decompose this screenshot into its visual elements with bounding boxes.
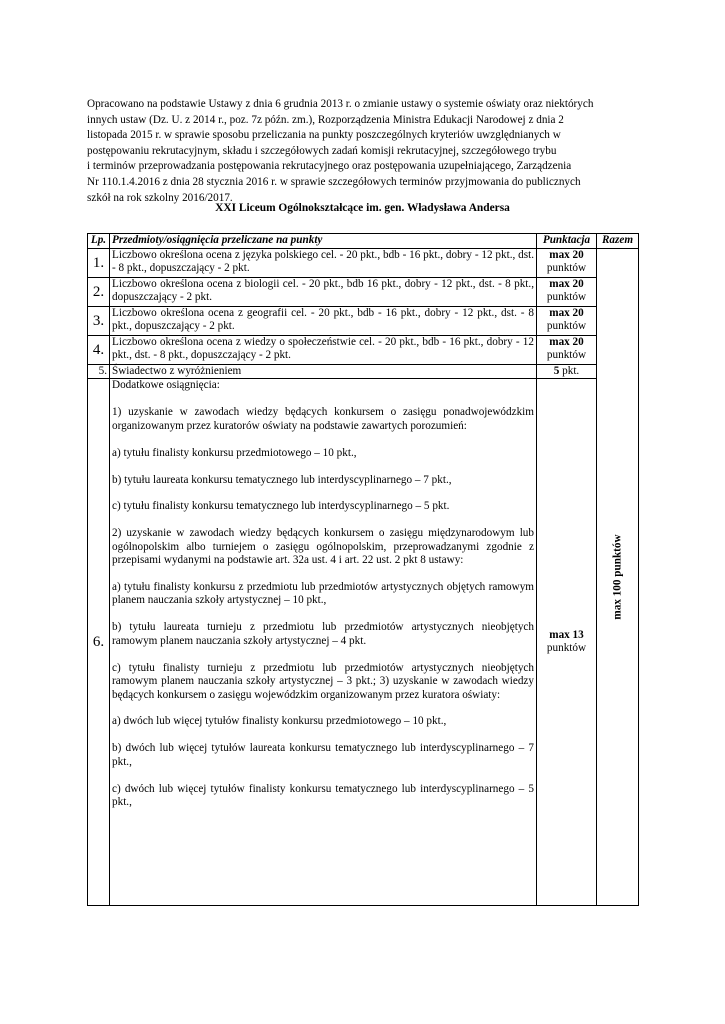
points-max: max 13	[549, 629, 584, 641]
school-title: XXI Liceum Ogólnokształcące im. gen. Władysława Andersa	[215, 202, 510, 214]
row-description: Świadectwo z wyróżnieniem	[110, 365, 537, 379]
achievement-text: b) tytułu laureata turnieju z przedmiotu lub przedmiotów artystycznych nieobjętych ramowym planem nauczania szkoły artystycznej – 4 pkt.	[112, 621, 534, 647]
table-row	[88, 379, 639, 906]
table-row	[88, 365, 639, 379]
achievement-text: 2) uzyskanie w zawodach wiedzy będących konkursem o zasięgu międzynarodowym lub ogólnopolskim albo turniejem o zasięgu ogólnopolskim, przeprowadzanymi zgodnie z przepisami wydanymi na podstawie art. 32a ust. 4 i art. 22 ust. 2 pkt 8 ustawy:	[112, 527, 534, 567]
achievement-text: Dodatkowe osiągnięcia:	[112, 379, 220, 392]
row-points	[537, 336, 597, 365]
table-row	[88, 249, 639, 278]
intro-line: innych ustaw (Dz. U. z 2014 r., poz. 7z późn. zm.), Rozporządzenia Ministra Edukacji Narodowej z dnia 2	[87, 113, 564, 126]
row-description: Liczbowo określona ocena z biologii cel. - 20 pkt., bdb 16 pkt., dobry - 12 pkt., dst. - 8 pkt., dopuszczający - 2 pkt.	[110, 278, 537, 307]
achievement-text: 1) uzyskanie w zawodach wiedzy będących konkursem o zasięgu ponadwojewódzkim organizowanym przez kuratorów oświaty na podstawie zawartych porozumień:	[112, 406, 534, 432]
total-cell	[597, 249, 639, 906]
row-number: 3.	[88, 307, 110, 336]
achievement-text: a) tytułu finalisty konkursu z przedmiotu lub przedmiotów artystycznych objętych ramowym planem nauczania szkoły artystycznej – 10 pkt.,	[112, 581, 534, 607]
achievement-text: b) tytułu laureata konkursu tematycznego lub interdyscyplinarnego – 7 pkt.,	[112, 473, 452, 486]
intro-paragraph	[87, 97, 638, 206]
points-max: 5	[553, 365, 560, 377]
intro-line: i terminów przeprowadzania postępowania rekrutacyjnego oraz postępowania uzupełniającego, Zarządzenia	[87, 160, 572, 173]
row-points	[537, 365, 597, 379]
points-unit: punktów	[546, 320, 587, 333]
row-number: 2.	[88, 278, 110, 307]
table-row	[88, 307, 639, 336]
row-points	[537, 307, 597, 336]
row-description: Liczbowo określona ocena z geografii cel. - 20 pkt., bdb - 16 pkt., dobry - 12 pkt., dst. - 8 pkt., dopuszczający - 2 pkt.	[110, 307, 537, 336]
intro-line: listopada 2015 r. w sprawie sposobu przeliczania na punkty poszczególnych kryteriów uwzględnianych w	[87, 129, 561, 142]
achievement-text: c) tytułu finalisty konkursu tematycznego lub interdyscyplinarnego – 5 pkt.	[112, 500, 450, 513]
achievement-text: c) dwóch lub więcej tytułów finalisty konkursu tematycznego lub interdyscyplinarnego – 5 pkt.,	[112, 782, 534, 809]
header-lp: Lp.	[88, 234, 110, 249]
points-unit: punktów	[546, 262, 587, 275]
row-points	[537, 249, 597, 278]
intro-line: Opracowano na podstawie Ustawy z dnia 6 grudnia 2013 r. o zmianie ustawy o systemie oświaty oraz niektórych	[87, 98, 594, 110]
points-max: max 20	[549, 249, 584, 261]
achievement-text: c) tytułu finalisty turnieju z przedmiotu lub przedmiotów artystycznych nieobjętych ramowym planem nauczania szkoły artystycznej – 3 pkt.; 3) uzyskanie w zawodach wiedzy będących konkursem o zasięgu wojewódzkim organizowanym przez kuratora oświaty:	[112, 661, 534, 701]
points-unit: punktów	[546, 642, 587, 655]
table-row	[88, 336, 639, 365]
row-number: 5.	[88, 365, 110, 379]
header-subject: Przedmioty/osiągnięcia przeliczane na punkty	[110, 234, 537, 249]
header-total: Razem	[597, 234, 639, 249]
points-max: max 20	[549, 278, 584, 290]
row-description: Liczbowo określona ocena z wiedzy o społeczeństwie cel. - 20 pkt., bdb - 16 pkt., dobry - 12 pkt., dst. - 8 pkt., dopuszczający - 2 pkt.	[110, 336, 537, 365]
table-row	[88, 278, 639, 307]
row-points	[537, 278, 597, 307]
criteria-table	[87, 233, 639, 906]
total-label: max 100 punktów	[610, 534, 623, 620]
points-unit: punktów	[546, 291, 587, 304]
intro-line: postępowaniu rekrutacyjnym, składu i szczegółowych zadań komisji rekrutacyjnej, szczegółowego trybu	[87, 144, 557, 157]
points-unit: pkt.	[562, 365, 580, 377]
row-number: 1.	[88, 249, 110, 278]
points-unit: punktów	[546, 349, 587, 362]
achievement-text: a) tytułu finalisty konkursu przedmiotowego – 10 pkt.,	[112, 446, 357, 459]
points-max: max 20	[549, 307, 584, 319]
achievement-text: a) dwóch lub więcej tytułów finalisty konkursu przedmiotowego – 10 pkt.,	[112, 715, 447, 728]
intro-line: Nr 110.1.4.2016 z dnia 28 stycznia 2016 r. w sprawie szczegółowych terminów przyjmowania do publicznych	[87, 175, 581, 188]
table-header-row	[88, 234, 639, 249]
intro-line: szkół na rok szkolny 2016/2017.	[87, 191, 233, 204]
row-description: Liczbowo określona ocena z języka polskiego cel. - 20 pkt., bdb - 16 pkt., dobry - 12 pkt., dst. - 8 pkt., dopuszczający - 2 pkt.	[110, 249, 537, 278]
row-description	[110, 379, 537, 906]
row-number: 4.	[88, 336, 110, 365]
points-max: max 20	[549, 336, 584, 348]
achievement-text: b) dwóch lub więcej tytułów laureata konkursu tematycznego lub interdyscyplinarnego – 7 pkt.,	[112, 742, 534, 768]
row-points	[537, 379, 597, 906]
row-number: 6.	[88, 379, 110, 906]
header-points: Punktacja	[537, 234, 597, 249]
